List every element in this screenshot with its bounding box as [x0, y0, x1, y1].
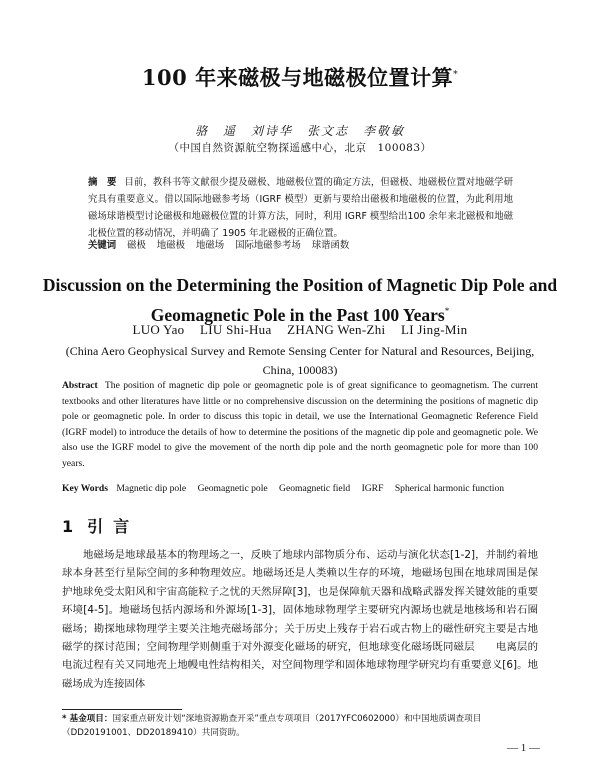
page-number: — 1 — — [507, 742, 540, 754]
english-abstract-label: Abstract — [62, 380, 98, 391]
english-author: ZHANG Wen-Zhi — [287, 322, 386, 337]
chinese-keyword: 磁极 — [127, 240, 146, 251]
chinese-keyword: 国际地磁参考场 — [235, 240, 301, 251]
footnote-divider — [62, 709, 182, 710]
chinese-keywords-label: 关键词 — [88, 240, 117, 251]
english-abstract-text: The position of magnetic dip pole or geomagnetic pole is of great significance to geomagnetism. The current textbooks and other literatures have little or no comprehensive discussion on the determining the positions of magnetic dip pole or geomagnetic pole. In order to discuss this topic in detail, we use the International Geomagnetic Reference Field (IGRF model) to introduce the details of how to determine the positions of the magnetic dip pole and geomagnetic pole. We also use the IGRF model to give the movement of the north dip pole and the north geomagnetic pole for more than 100 years. — [62, 380, 538, 469]
english-author: LUO Yao — [132, 322, 185, 337]
chinese-title — [0, 62, 600, 92]
chinese-abstract-label: 摘 要 — [88, 177, 117, 188]
english-keyword: Geomagnetic field — [279, 483, 351, 494]
english-title-text: Discussion on the Determining the Position of Magnetic Dip Pole and Geomagnetic Pole in the Past 100 Years — [42, 275, 558, 325]
section-number: 1 — [62, 517, 74, 536]
footnote — [62, 713, 538, 740]
footnote-text: 国家重点研发计划“深地资源勘查开采”重点专项项目（2017YFC0602000）和中国地质调查项目（DD20191001、DD20189410）共同资助。 — [62, 714, 482, 738]
english-abstract — [62, 378, 538, 472]
chinese-abstract — [88, 174, 513, 242]
english-title — [0, 272, 600, 328]
english-keyword: Geomagnetic pole — [197, 483, 268, 494]
english-authors — [0, 322, 600, 338]
english-keyword: Spherical harmonic function — [394, 483, 505, 494]
chinese-title-text: 100 年来磁极与地磁极位置计算 — [141, 65, 454, 90]
english-keywords — [62, 482, 538, 496]
section-title: 引言 — [87, 517, 140, 536]
chinese-authors: 骆 遥 刘诗华 张文志 李敬敏 — [194, 124, 405, 138]
chinese-title-footnote-mark: * — [453, 70, 459, 80]
chinese-keyword: 地磁场 — [196, 240, 225, 251]
chinese-affiliation: （中国自然资源航空物探遥感中心，北京 100083） — [168, 142, 432, 154]
english-keyword: Magnetic dip pole — [116, 483, 187, 494]
english-affiliation: (China Aero Geophysical Survey and Remote Sensing Center for Natural and Resources, Beijing, China, 100083) — [65, 344, 535, 377]
body-paragraph: 地磁场是地球最基本的物理场之一，反映了地球内部物质分布、运动与演化状态[1-2]，并制约着地球本身甚至行星际空间的多种物理效应。地磁场还是人类赖以生存的环境，地磁场包围在地球周围是保护地球免受太阳风和宇宙高能粒子之忧的天然屏障[3]，也是保障航天器和战略武器发挥关键效能的重要环境[4-5]。地磁场包括内源场和外源场[1-3]，固体地球物理学主要研究内源场也就是地核场和岩石圈磁场；勘探地球物理学主要关注地壳磁场部分；关于历史上残存于岩石或古物上的磁性研究主要是古地磁学的探讨范围；空间物理学则侧重于对外源变化磁场的研究，但地球变化磁场既同磁层 电离层的电流过程有关又同地壳上地幔电性结构相关，对空间物理学和固体地球物理学研究均有重要意义[6]。地磁场成为连接固体 — [62, 549, 538, 690]
english-title-footnote-mark: * — [444, 306, 450, 316]
chinese-keywords — [88, 239, 513, 253]
english-author: LIU Shi-Hua — [200, 322, 272, 337]
section-heading — [62, 514, 139, 537]
english-keywords-label: Key Words — [62, 483, 108, 494]
chinese-keyword: 地磁极 — [156, 240, 186, 251]
chinese-abstract-text: 目前，教科书等文献很少提及磁极、地磁极位置的确定方法，但磁极、地磁极位置对地磁学研究具有重要意义。借以国际地磁参考场（IGRF 模型）更新与要给出磁极和地磁极的位置，为此利用地磁场球谐模型讨论磁极和地磁极位置的计算方法，同时，利用 IGRF 模型给出100 余年来北磁极和地磁北极位置的移动情况，并明确了 1905 年北磁极的正确位置。 — [88, 177, 513, 239]
footnote-label: * 基金项目： — [62, 714, 113, 724]
chinese-keyword: 球谐函数 — [311, 240, 350, 251]
english-author: LI Jing-Min — [400, 322, 468, 337]
english-keyword: IGRF — [361, 483, 384, 494]
